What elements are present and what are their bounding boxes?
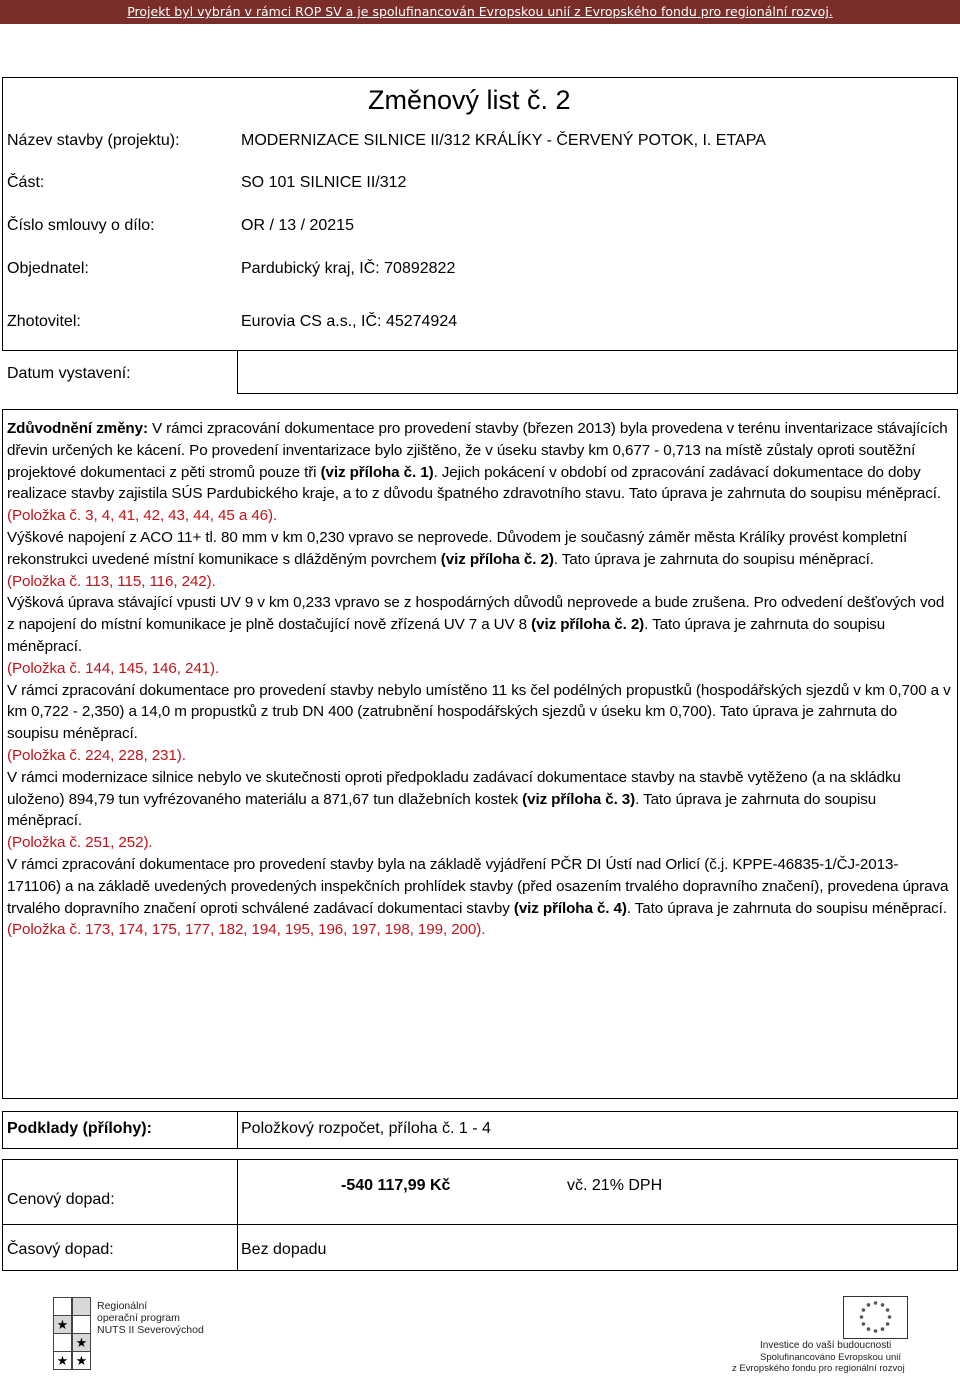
part-value: SO 101 SILNICE II/312 — [241, 174, 407, 191]
justification-text-3b: . Tato úprava je zahrnuta do soupisu méněprací. — [7, 616, 886, 655]
attachment-ref-1: (viz příloha č. 1) — [320, 463, 434, 481]
part-label: Část: — [7, 174, 45, 191]
attachments-value: Položkový rozpočet, příloha č. 1 - 4 — [241, 1120, 491, 1137]
price-impact-note: vč. 21% DPH — [567, 1177, 663, 1194]
justification-text-5b: . Tato úprava je zahrnuta do soupisu méněprací. — [7, 790, 877, 830]
time-impact-value: Bez dopadu — [241, 1241, 327, 1258]
project-banner: Projekt byl vybrán v rámci ROP SV a je spolufinancován Evropskou unií z Evropského fondu pro regionální rozvoj. — [0, 0, 960, 24]
justification-text-2b: . Tato úprava je zahrnuta do soupisu méněprací. — [553, 550, 874, 568]
justification-text-6a: V rámci zpracování dokumentace pro provedení stavby byla na základě vyjádření PČR DI Ústí nad Orlicí (č.j. KPPE-46835-1/ČJ-2013-171106) a na základě uvedených provedených inspekčních prohlídek stavby (před osazením trvalého dopravního značení), provedena úprava trvalého dopravního značení oproti schválené zadávací dokumentaci stavby — [7, 855, 949, 917]
price-impact-value: -540 117,99 Kč — [341, 1177, 451, 1194]
rop-logo — [53, 1297, 93, 1370]
contractor-value: Eurovia CS a.s., IČ: 45274924 — [241, 313, 458, 330]
contractor-label: Zhotovitel: — [7, 313, 81, 330]
change-justification — [7, 418, 952, 941]
contract-label: Číslo smlouvy o dílo: — [7, 217, 155, 234]
attachment-ref-5: (viz příloha č. 3) — [522, 790, 636, 808]
eu-logo-line-3: z Evropského fondu pro regionální rozvoj — [732, 1363, 905, 1374]
rop-logo-line-1: Regionální — [97, 1300, 148, 1312]
attachments-label: Podklady (přílohy): — [7, 1120, 152, 1137]
attachment-ref-3: (viz příloha č. 2) — [531, 616, 645, 634]
issue-date-label: Datum vystavení: — [7, 365, 131, 382]
time-impact-label: Časový dopad: — [7, 1241, 114, 1258]
svg-text:★: ★ — [56, 1318, 69, 1333]
project-name-label: Název stavby (projektu): — [7, 132, 180, 149]
items-list-5: (Položka č. 251, 252). — [7, 834, 153, 852]
items-list-4: (Položka č. 224, 228, 231). — [7, 746, 186, 764]
justification-text-5a: V rámci modernizace silnice nebylo ve skutečnosti oproti předpokladu zadávací dokumentace stavby na stavbě vytěženo (a na skládku uloženo) 894,79 tun vyfrézovaného materiálu a 871,67 tun dlažebních kostek — [7, 768, 901, 808]
price-impact-label: Cenový dopad: — [7, 1191, 115, 1208]
svg-text:★: ★ — [75, 1354, 88, 1369]
contract-value: OR / 13 / 20215 — [241, 217, 354, 234]
client-label: Objednatel: — [7, 260, 89, 277]
justification-text-2a: Výškové napojení z ACO 11+ tl. 80 mm v km 0,230 vpravo se neprovede. Důvodem je současný záměr města Králíky provést kompletní rekonstrukci uvedené místní komunikace s dlážděným povrchem — [7, 528, 908, 568]
svg-text:★: ★ — [75, 1336, 88, 1351]
attachment-ref-6: (viz příloha č. 4) — [513, 899, 627, 917]
items-list-3: (Položka č. 144, 145, 146, 241). — [7, 659, 220, 677]
rop-logo-line-2: operační program — [97, 1312, 180, 1324]
items-list-2: (Položka č. 113, 115, 116, 242). — [7, 572, 216, 590]
justification-text-1a: V rámci zpracování dokumentace pro provedení stavby (březen 2013) byla provedena v terénu inventarizace stávajících dřevin určených ke kácení. Po provedení inventarizace bylo zjištěno, že v úseku stavby km 0,677 - 0,713 na místě zůstaly oproti soutěžní projektové dokumentaci z pěti stromů pouze tři — [7, 420, 948, 481]
justification-heading: Zdůvodnění změny: — [7, 420, 148, 437]
attachment-ref-2: (viz příloha č. 2) — [440, 550, 554, 568]
justification-text-6b: . Tato úprava je zahrnuta do soupisu méněprací. — [626, 899, 947, 917]
client-value: Pardubický kraj, IČ: 70892822 — [241, 260, 456, 277]
eu-flag-icon — [843, 1296, 908, 1339]
eu-logo-line-2: Spolufinancováno Evropskou unií — [760, 1352, 902, 1363]
rop-logo-line-3: NUTS II Severovýchod — [97, 1324, 204, 1336]
items-list-1: (Položka č. 3, 4, 41, 42, 43, 44, 45 a 46). — [7, 507, 278, 525]
svg-text:★: ★ — [56, 1354, 69, 1369]
items-list-6: (Položka č. 173, 174, 175, 177, 182, 194, 195, 196, 197, 198, 199, 200). — [7, 921, 486, 939]
justification-text-1b: . Jejich pokácení v období od zpracování zadávací dokumentace do doby realizace stavby zajistila SÚS Pardubického kraje, a to z důvodu špatného zdravotního stavu. Tato úprava je zahrnuta do soupisu méněprací. — [7, 463, 942, 503]
eu-logo-line-1: Investice do vaší budoucnosti — [760, 1340, 892, 1351]
rop-logo-graphic — [53, 1297, 93, 1370]
justification-text-3a: Výšková úprava stávající vpusti UV 9 v km 0,233 vpravo se z hospodárných důvodů neprovede a bude zrušena. Pro odvedení dešťových vod z napojení do místní komunikace je plně dostačující nově zřízená UV 7 a UV 8 — [7, 594, 945, 634]
project-name-value: MODERNIZACE SILNICE II/312 KRÁLÍKY - ČERVENÝ POTOK, I. ETAPA — [241, 132, 766, 149]
document-title: Změnový list č. 2 — [368, 85, 571, 115]
justification-text-4: V rámci zpracování dokumentace pro provedení stavby nebylo umístěno 11 ks čel podélných propustků (hospodářských sjezdů v km 0,700 a v km 0,722 - 2,350) a 14,0 m propustků z trub DN 400 (zatrubnění hospodářských sjezdů v úseku km 0,700). Tato úprava je zahrnuta do soupisu méněprací. — [7, 681, 951, 743]
